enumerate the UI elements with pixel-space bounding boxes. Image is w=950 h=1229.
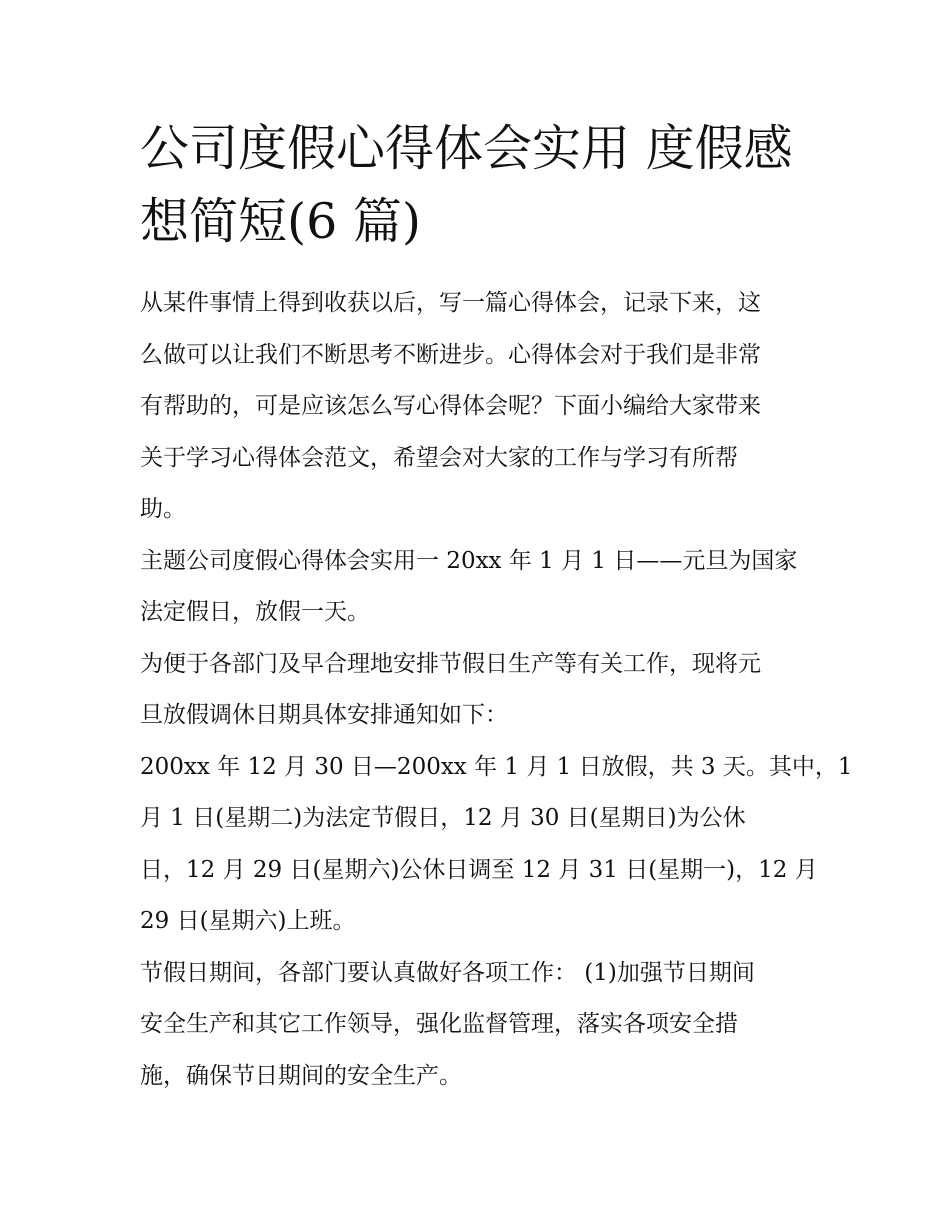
title-line-1: 公司度假心得体会实用 度假感 <box>140 120 793 177</box>
document-title <box>140 112 815 258</box>
title-line-2: 想简短(6 篇) <box>140 193 421 250</box>
body-line: 施，确保节日期间的安全生产。 <box>140 1062 462 1089</box>
body-line: 月 1 日(星期二)为法定节假日，12 月 30 日(星期日)为公休 <box>140 805 746 831</box>
body-line: 有帮助的，可是应该怎么写心得体会呢？下面小编给大家带来 <box>140 393 761 419</box>
body-line: 么做可以让我们不断思考不断进步。心得体会对于我们是非常 <box>140 341 761 368</box>
body-line: 为便于各部门及早合理地安排节假日生产等有关工作，现将元 <box>140 650 761 677</box>
document-content <box>140 112 853 1102</box>
body-line: 日，12 月 29 日(星期六)公休日调至 12 月 31 日(星期一)，12 月 <box>140 856 818 883</box>
body-line: 旦放假调休日期具体安排通知如下： <box>140 702 508 728</box>
body-line: 法定假日，放假一天。 <box>140 599 370 625</box>
body-line: 助。 <box>140 496 186 522</box>
body-line: 主题公司度假心得体会实用一 20xx 年 1 月 1 日——元旦为国家 <box>140 547 798 574</box>
document-body <box>140 278 853 1102</box>
body-line: 节假日期间，各部门要认真做好各项工作： (1)加强节日期间 <box>140 959 755 986</box>
body-line: 200xx 年 12 月 30 日—200xx 年 1 月 1 日放假，共 3 天。其中，1 <box>140 753 853 780</box>
body-line: 29 日(星期六)上班。 <box>140 908 356 934</box>
body-line: 从某件事情上得到收获以后，写一篇心得体会，记录下来，这 <box>140 290 761 316</box>
body-line: 关于学习心得体会范文，希望会对大家的工作与学习有所帮 <box>140 444 738 471</box>
body-line: 安全生产和其它工作领导，强化监督管理，落实各项安全措 <box>140 1011 738 1037</box>
